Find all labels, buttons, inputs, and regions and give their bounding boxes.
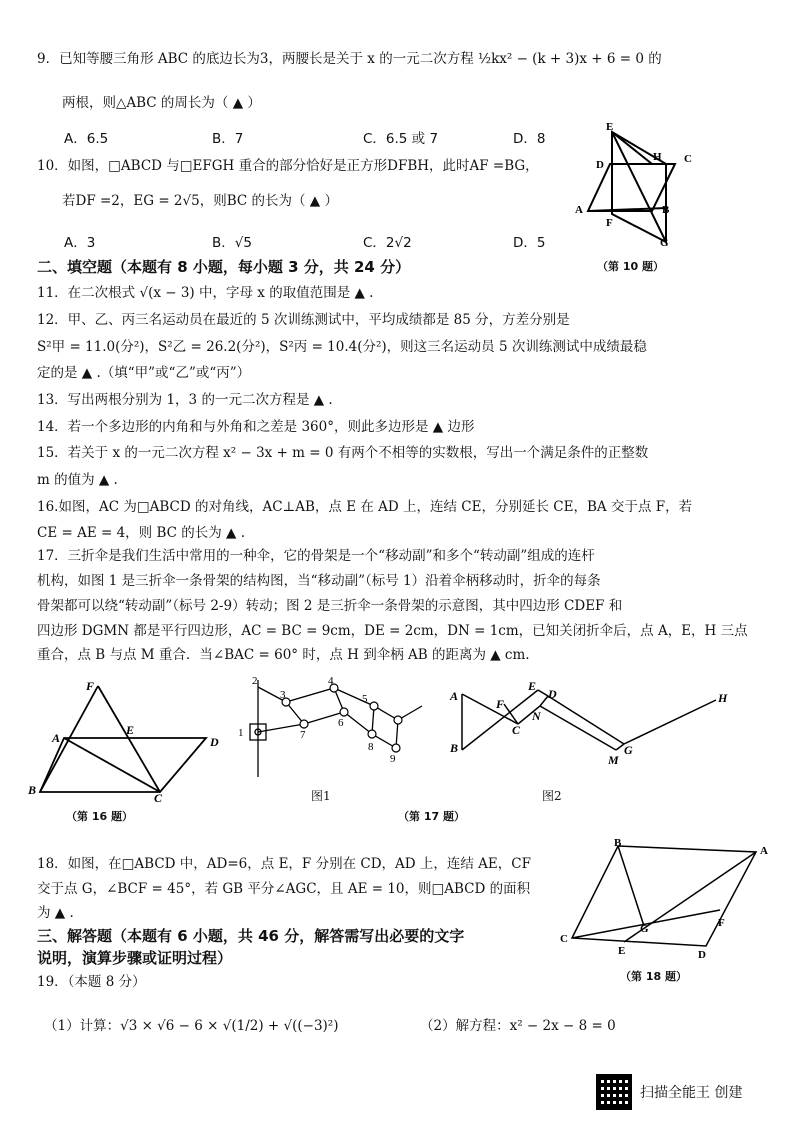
figure-17-fig2-diagram (444, 680, 734, 780)
svg-text:7: 7 (300, 729, 306, 741)
figure-16-diagram (26, 676, 226, 806)
q12-line3: 定的是 ▲ .（填“甲”或“乙”或“丙”） (37, 365, 251, 381)
q17-line4: 四边形 DGMN 都是平行四边形，AC = BC = 9cm，DE = 2cm，DN = 1cm，已知关闭折伞后，点 A，E，H 三点 (37, 623, 748, 639)
q12-line1: 12．甲、乙、丙三名运动员在最近的 5 次训练测试中，平均成绩都是 85 分，方差分别是 (37, 312, 570, 328)
figure-10-diagram (570, 118, 700, 254)
q9-option-c: C．6.5 或 7 (363, 131, 439, 147)
figure-16-caption: （第 16 题） (66, 810, 133, 823)
q16-line2: CE = AE = 4，则 BC 的长为 ▲ . (37, 525, 246, 541)
q18-line3: 为 ▲ . (37, 905, 74, 921)
svg-text:H: H (653, 151, 662, 163)
svg-text:D: D (698, 949, 706, 960)
svg-text:F: F (86, 679, 95, 693)
svg-text:H: H (718, 691, 728, 705)
q10-option-d: D．5 (513, 235, 546, 251)
figure-17-caption: （第 17 题） (398, 810, 465, 823)
q15-line1: 15．若关于 x 的一元二次方程 x² − 3x + m = 0 有两个不相等的实数根，写出一个满足条件的正整数 (37, 445, 649, 461)
qr-code-icon (596, 1074, 632, 1110)
svg-text:1: 1 (238, 727, 244, 739)
q10-option-c: C．2√2 (363, 235, 412, 251)
figure-17-fig2-label: 图2 (542, 789, 562, 803)
q19-part1: （1）计算：√3 × √6 − 6 × √(1/2) + √((−3)²) (44, 1018, 339, 1034)
q10-line1: 10．如图，□ABCD 与□EFGH 重合的部分恰好是正方形DFBH，此时AF =BG， (37, 158, 539, 174)
svg-text:N: N (532, 709, 541, 723)
q16-line1: 16.如图，AC 为□ABCD 的对角线，AC⊥AB，点 E 在 AD 上，连结 CE，分别延长 CE，BA 交于点 F，若 (37, 499, 693, 515)
svg-text:9: 9 (390, 753, 396, 765)
svg-text:B: B (662, 204, 670, 216)
figure-10-caption: （第 10 题） (597, 260, 664, 273)
q11: 11．在二次根式 √(x − 3) 中，字母 x 的取值范围是 ▲ . (37, 285, 374, 301)
svg-text:C: C (560, 933, 568, 945)
figure-18-diagram (556, 836, 778, 960)
section-3-heading-line2: 说明，演算步骤或证明过程） (37, 949, 233, 967)
scanner-watermark-text: 扫描全能王 创建 (640, 1085, 743, 1101)
svg-text:G: G (660, 237, 669, 249)
q9-option-a: A．6.5 (64, 131, 109, 147)
svg-text:B: B (614, 837, 622, 849)
svg-text:5: 5 (362, 693, 368, 705)
svg-text:D: D (210, 735, 219, 749)
svg-text:C: C (512, 723, 521, 737)
svg-text:2: 2 (252, 675, 258, 687)
q17-line1: 17．三折伞是我们生活中常用的一种伞，它的骨架是一个“移动副”和多个“转动副”组成的连杆 (37, 548, 595, 564)
q19-part2: （2）解方程：x² − 2x − 8 = 0 (420, 1018, 616, 1034)
svg-text:A: A (760, 845, 768, 857)
svg-text:A: A (575, 204, 583, 216)
svg-text:G: G (640, 923, 649, 935)
scanner-watermark (596, 1074, 742, 1110)
svg-text:D: D (596, 159, 604, 171)
q13: 13．写出两根分别为 1，3 的一元二次方程是 ▲ . (37, 392, 333, 408)
svg-text:8: 8 (368, 741, 374, 753)
svg-text:3: 3 (280, 689, 286, 701)
q10-line2: 若DF =2，EG = 2√5，则BC 的长为（ ▲ ） (62, 193, 338, 209)
section-2-heading: 二、填空题（本题有 8 小题，每小题 3 分，共 24 分） (37, 258, 411, 276)
q17-line3: 骨架都可以绕“转动副”（标号 2-9）转动；图 2 是三折伞一条骨架的示意图，其中四边形 CDEF 和 (37, 598, 623, 614)
q19-title: 19．（本题 8 分） (37, 974, 146, 990)
q9-line2: 两根，则△ABC 的周长为（ ▲ ） (62, 95, 261, 111)
svg-text:6: 6 (338, 717, 344, 729)
figure-17-fig1-label: 图1 (311, 789, 331, 803)
svg-text:G: G (624, 743, 633, 757)
svg-text:B: B (28, 783, 37, 797)
figure-17-fig1-diagram (236, 672, 426, 782)
svg-text:D: D (548, 687, 557, 701)
svg-text:C: C (154, 791, 163, 805)
svg-text:E: E (126, 723, 135, 737)
section-3-heading-line1: 三、解答题（本题有 6 小题，共 46 分，解答需写出必要的文字 (37, 927, 465, 945)
svg-text:C: C (684, 153, 692, 165)
q9-line1: 9．已知等腰三角形 ABC 的底边长为3，两腰长是关于 x 的一元二次方程 ½kx² − (k + 3)x + 6 = 0 的 (37, 51, 662, 67)
q10-option-a: A．3 (64, 235, 96, 251)
q9-option-d: D．8 (513, 131, 546, 147)
svg-text:4: 4 (328, 675, 334, 687)
figure-18-caption: （第 18 题） (620, 970, 687, 983)
q12-line2: S²甲 = 11.0(分²)，S²乙 = 26.2(分²)，S²丙 = 10.4(分²)，则这三名运动员 5 次训练测试中成绩最稳 (37, 339, 647, 355)
q15-line2: m 的值为 ▲ . (37, 472, 118, 488)
svg-text:E: E (528, 680, 537, 693)
svg-text:A: A (450, 689, 459, 703)
q17-line5: 重合，点 B 与点 M 重合．当∠BAC = 60° 时，点 H 到伞柄 AB 的距离为 ▲ cm. (37, 647, 530, 663)
svg-text:F: F (496, 697, 505, 711)
q18-line1: 18．如图，在□ABCD 中，AD=6，点 E，F 分别在 CD，AD 上，连结 AE，CF (37, 856, 531, 872)
q10-option-b: B．√5 (212, 235, 252, 251)
svg-text:F: F (718, 917, 725, 929)
svg-text:E: E (618, 945, 626, 957)
q9-option-b: B．7 (212, 131, 244, 147)
svg-text:E: E (606, 121, 614, 133)
q17-line2: 机构，如图 1 是三折伞一条骨架的结构图，当“移动副”（标号 1）沿着伞柄移动时，折伞的每条 (37, 573, 601, 589)
svg-text:M: M (608, 753, 619, 767)
svg-text:A: A (52, 731, 61, 745)
q18-line2: 交于点 G，∠BCF = 45°，若 GB 平分∠AGC，且 AE = 10，则□ABCD 的面积 (37, 881, 531, 897)
svg-text:B: B (450, 741, 459, 755)
svg-text:F: F (606, 217, 613, 229)
q14: 14．若一个多边形的内角和与外角和之差是 360°，则此多边形是 ▲ 边形 (37, 419, 475, 435)
